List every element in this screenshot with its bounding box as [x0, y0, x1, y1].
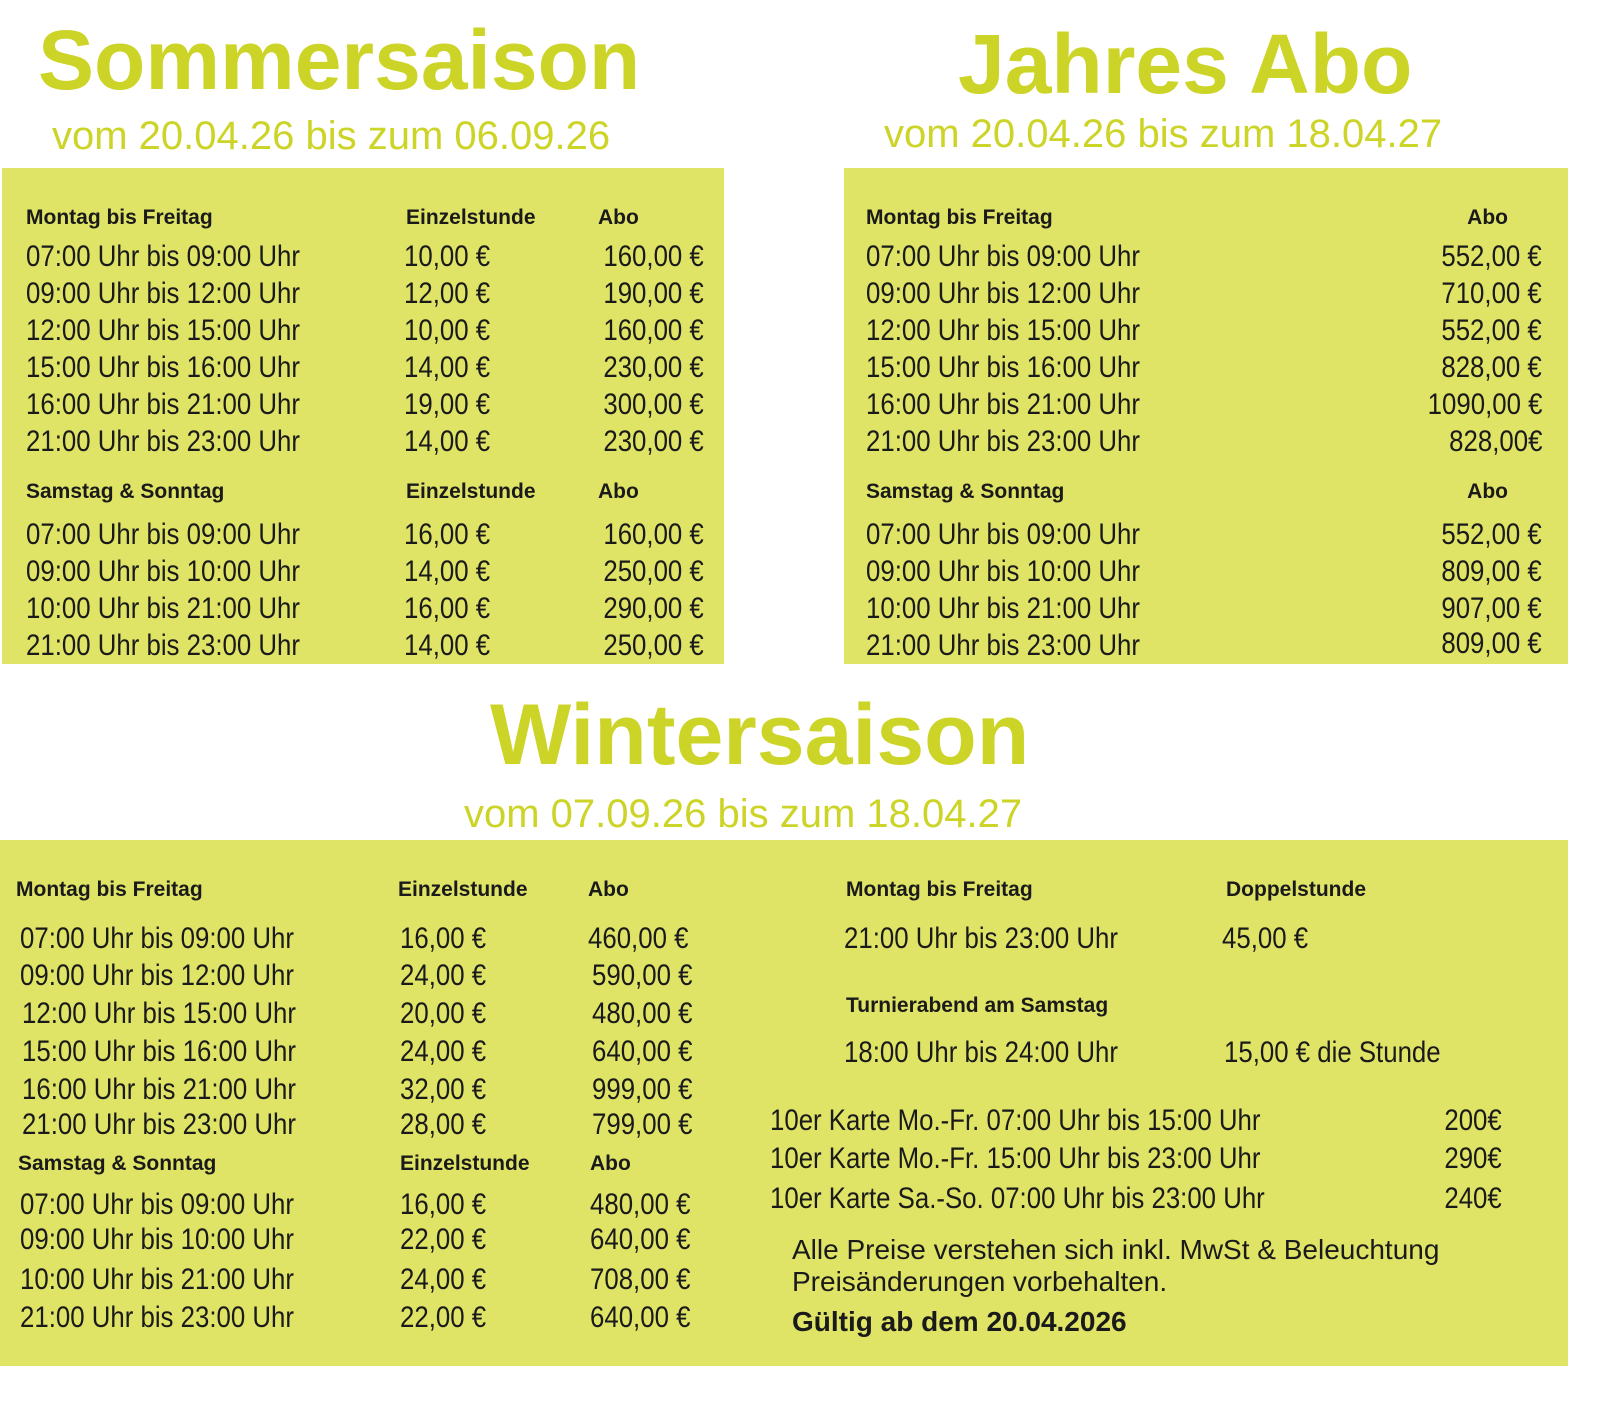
price-note-vat: Alle Preise verstehen sich inkl. MwSt & Beleuchtung [792, 1234, 1440, 1265]
abo-price-cell: 1090,00 € [1427, 388, 1542, 421]
abo-price-cell: 552,00 € [1441, 314, 1542, 347]
single-price-cell: 16,00 € [400, 922, 487, 955]
time-cell: 07:00 Uhr bis 09:00 Uhr [20, 1188, 294, 1221]
time-cell: 09:00 Uhr bis 10:00 Uhr [26, 555, 300, 588]
abo-price-cell: 999,00 € [592, 1073, 693, 1106]
time-cell: 21:00 Uhr bis 23:00 Uhr [20, 1301, 294, 1334]
summer-weekday-col-single: Einzelstunde [406, 206, 536, 229]
annual-subtitle: vom 20.04.26 bis zum 18.04.27 [884, 112, 1443, 156]
single-price-cell: 28,00 € [400, 1108, 487, 1141]
double-price-cell: 45,00 € [1222, 922, 1309, 955]
summer-weekend-header: Samstag & Sonntag [26, 480, 225, 503]
winter-weekday-header: Montag bis Freitag [16, 878, 203, 901]
card-label: 10er Karte Mo.-Fr. 07:00 Uhr bis 15:00 Uhr [770, 1104, 1261, 1137]
annual-title: Jahres Abo [958, 17, 1413, 111]
card-label: 10er Karte Sa.-So. 07:00 Uhr bis 23:00 Uhr [770, 1182, 1265, 1215]
double-time-cell: 21:00 Uhr bis 23:00 Uhr [844, 922, 1118, 955]
abo-price-cell: 640,00 € [590, 1301, 691, 1334]
abo-price-cell: 480,00 € [592, 997, 693, 1030]
abo-price-cell: 799,00 € [592, 1108, 693, 1141]
abo-price-cell: 300,00 € [603, 388, 704, 421]
annual-weekend-col-abo: Abo [1467, 480, 1508, 503]
time-cell: 10:00 Uhr bis 21:00 Uhr [20, 1263, 294, 1296]
price-note-changes: Preisänderungen vorbehalten. [792, 1266, 1168, 1297]
time-cell: 21:00 Uhr bis 23:00 Uhr [866, 629, 1140, 662]
abo-price-cell: 160,00 € [603, 240, 704, 273]
time-cell: 16:00 Uhr bis 21:00 Uhr [26, 388, 300, 421]
abo-price-cell: 640,00 € [592, 1035, 693, 1068]
summer-weekend-col-single: Einzelstunde [406, 480, 536, 503]
time-cell: 15:00 Uhr bis 16:00 Uhr [866, 351, 1140, 384]
tournament-price-cell: 15,00 € die Stunde [1224, 1036, 1441, 1069]
abo-price-cell: 160,00 € [603, 518, 704, 551]
single-price-cell: 16,00 € [400, 1188, 487, 1221]
summer-weekday-col-abo: Abo [598, 206, 639, 229]
time-cell: 07:00 Uhr bis 09:00 Uhr [866, 240, 1140, 273]
abo-price-cell: 828,00 € [1441, 351, 1542, 384]
single-price-cell: 19,00 € [404, 388, 491, 421]
tournament-time-cell: 18:00 Uhr bis 24:00 Uhr [844, 1036, 1118, 1069]
card-price: 290€ [1444, 1142, 1502, 1175]
single-price-cell: 14,00 € [404, 629, 491, 662]
time-cell: 12:00 Uhr bis 15:00 Uhr [22, 997, 296, 1030]
single-price-cell: 24,00 € [400, 1035, 487, 1068]
winter-weekend-header: Samstag & Sonntag [18, 1152, 217, 1175]
single-price-cell: 20,00 € [400, 997, 487, 1030]
time-cell: 07:00 Uhr bis 09:00 Uhr [20, 922, 294, 955]
winter-double-header: Montag bis Freitag [846, 878, 1033, 901]
time-cell: 21:00 Uhr bis 23:00 Uhr [866, 425, 1140, 458]
single-price-cell: 16,00 € [404, 592, 491, 625]
abo-price-cell: 640,00 € [590, 1223, 691, 1256]
abo-price-cell: 708,00 € [590, 1263, 691, 1296]
time-cell: 09:00 Uhr bis 12:00 Uhr [866, 277, 1140, 310]
abo-price-cell: 230,00 € [603, 351, 704, 384]
summer-price-table [2, 168, 724, 664]
time-cell: 16:00 Uhr bis 21:00 Uhr [22, 1073, 296, 1106]
single-price-cell: 22,00 € [400, 1223, 487, 1256]
abo-price-cell: 290,00 € [603, 592, 704, 625]
time-cell: 10:00 Uhr bis 21:00 Uhr [26, 592, 300, 625]
annual-weekday-header: Montag bis Freitag [866, 206, 1053, 229]
time-cell: 21:00 Uhr bis 23:00 Uhr [26, 629, 300, 662]
abo-price-cell: 552,00 € [1441, 518, 1542, 551]
abo-price-cell: 809,00 € [1441, 555, 1542, 588]
abo-price-cell: 828,00€ [1448, 425, 1542, 458]
abo-price-cell: 230,00 € [603, 425, 704, 458]
single-price-cell: 24,00 € [400, 959, 487, 992]
winter-weekday-col-single: Einzelstunde [398, 878, 528, 901]
time-cell: 09:00 Uhr bis 10:00 Uhr [20, 1223, 294, 1256]
price-note-valid: Gültig ab dem 20.04.2026 [792, 1306, 1127, 1337]
annual-weekend-header: Samstag & Sonntag [866, 480, 1065, 503]
summer-weekday-header: Montag bis Freitag [26, 206, 213, 229]
abo-price-cell: 160,00 € [603, 314, 704, 347]
winter-price-table [0, 840, 1568, 1366]
summer-subtitle: vom 20.04.26 bis zum 06.09.26 [52, 114, 611, 158]
single-price-cell: 14,00 € [404, 555, 491, 588]
single-price-cell: 12,00 € [404, 277, 491, 310]
summer-weekend-col-abo: Abo [598, 480, 639, 503]
single-price-cell: 10,00 € [404, 240, 491, 273]
time-cell: 15:00 Uhr bis 16:00 Uhr [26, 351, 300, 384]
single-price-cell: 16,00 € [404, 518, 491, 551]
single-price-cell: 10,00 € [404, 314, 491, 347]
time-cell: 12:00 Uhr bis 15:00 Uhr [26, 314, 300, 347]
time-cell: 07:00 Uhr bis 09:00 Uhr [26, 518, 300, 551]
time-cell: 12:00 Uhr bis 15:00 Uhr [866, 314, 1140, 347]
annual-price-table [844, 168, 1568, 664]
abo-price-cell: 809,00 € [1441, 627, 1542, 660]
time-cell: 07:00 Uhr bis 09:00 Uhr [26, 240, 300, 273]
winter-weekday-col-abo: Abo [588, 878, 629, 901]
time-cell: 21:00 Uhr bis 23:00 Uhr [22, 1108, 296, 1141]
abo-price-cell: 590,00 € [592, 959, 693, 992]
winter-title: Wintersaison [490, 687, 1030, 783]
abo-price-cell: 480,00 € [590, 1188, 691, 1221]
single-price-cell: 14,00 € [404, 425, 491, 458]
winter-double-col: Doppelstunde [1226, 878, 1366, 901]
time-cell: 10:00 Uhr bis 21:00 Uhr [866, 592, 1140, 625]
winter-weekend-col-abo: Abo [590, 1152, 631, 1175]
winter-weekend-col-single: Einzelstunde [400, 1152, 530, 1175]
annual-weekday-col-abo: Abo [1467, 206, 1508, 229]
card-price: 200€ [1444, 1104, 1502, 1137]
single-price-cell: 32,00 € [400, 1073, 487, 1106]
time-cell: 09:00 Uhr bis 10:00 Uhr [866, 555, 1140, 588]
abo-price-cell: 460,00 € [588, 922, 689, 955]
single-price-cell: 14,00 € [404, 351, 491, 384]
time-cell: 21:00 Uhr bis 23:00 Uhr [26, 425, 300, 458]
abo-price-cell: 190,00 € [603, 277, 704, 310]
abo-price-cell: 907,00 € [1441, 592, 1542, 625]
time-cell: 09:00 Uhr bis 12:00 Uhr [26, 277, 300, 310]
time-cell: 16:00 Uhr bis 21:00 Uhr [866, 388, 1140, 421]
time-cell: 15:00 Uhr bis 16:00 Uhr [22, 1035, 296, 1068]
abo-price-cell: 552,00 € [1441, 240, 1542, 273]
time-cell: 07:00 Uhr bis 09:00 Uhr [866, 518, 1140, 551]
winter-subtitle: vom 07.09.26 bis zum 18.04.27 [464, 792, 1023, 836]
abo-price-cell: 710,00 € [1441, 277, 1542, 310]
summer-title: Sommersaison [38, 13, 641, 107]
time-cell: 09:00 Uhr bis 12:00 Uhr [20, 959, 294, 992]
winter-tournament-header: Turnierabend am Samstag [846, 994, 1109, 1017]
single-price-cell: 24,00 € [400, 1263, 487, 1296]
abo-price-cell: 250,00 € [603, 555, 704, 588]
card-label: 10er Karte Mo.-Fr. 15:00 Uhr bis 23:00 Uhr [770, 1142, 1261, 1175]
abo-price-cell: 250,00 € [603, 629, 704, 662]
single-price-cell: 22,00 € [400, 1301, 487, 1334]
card-price: 240€ [1444, 1182, 1502, 1215]
